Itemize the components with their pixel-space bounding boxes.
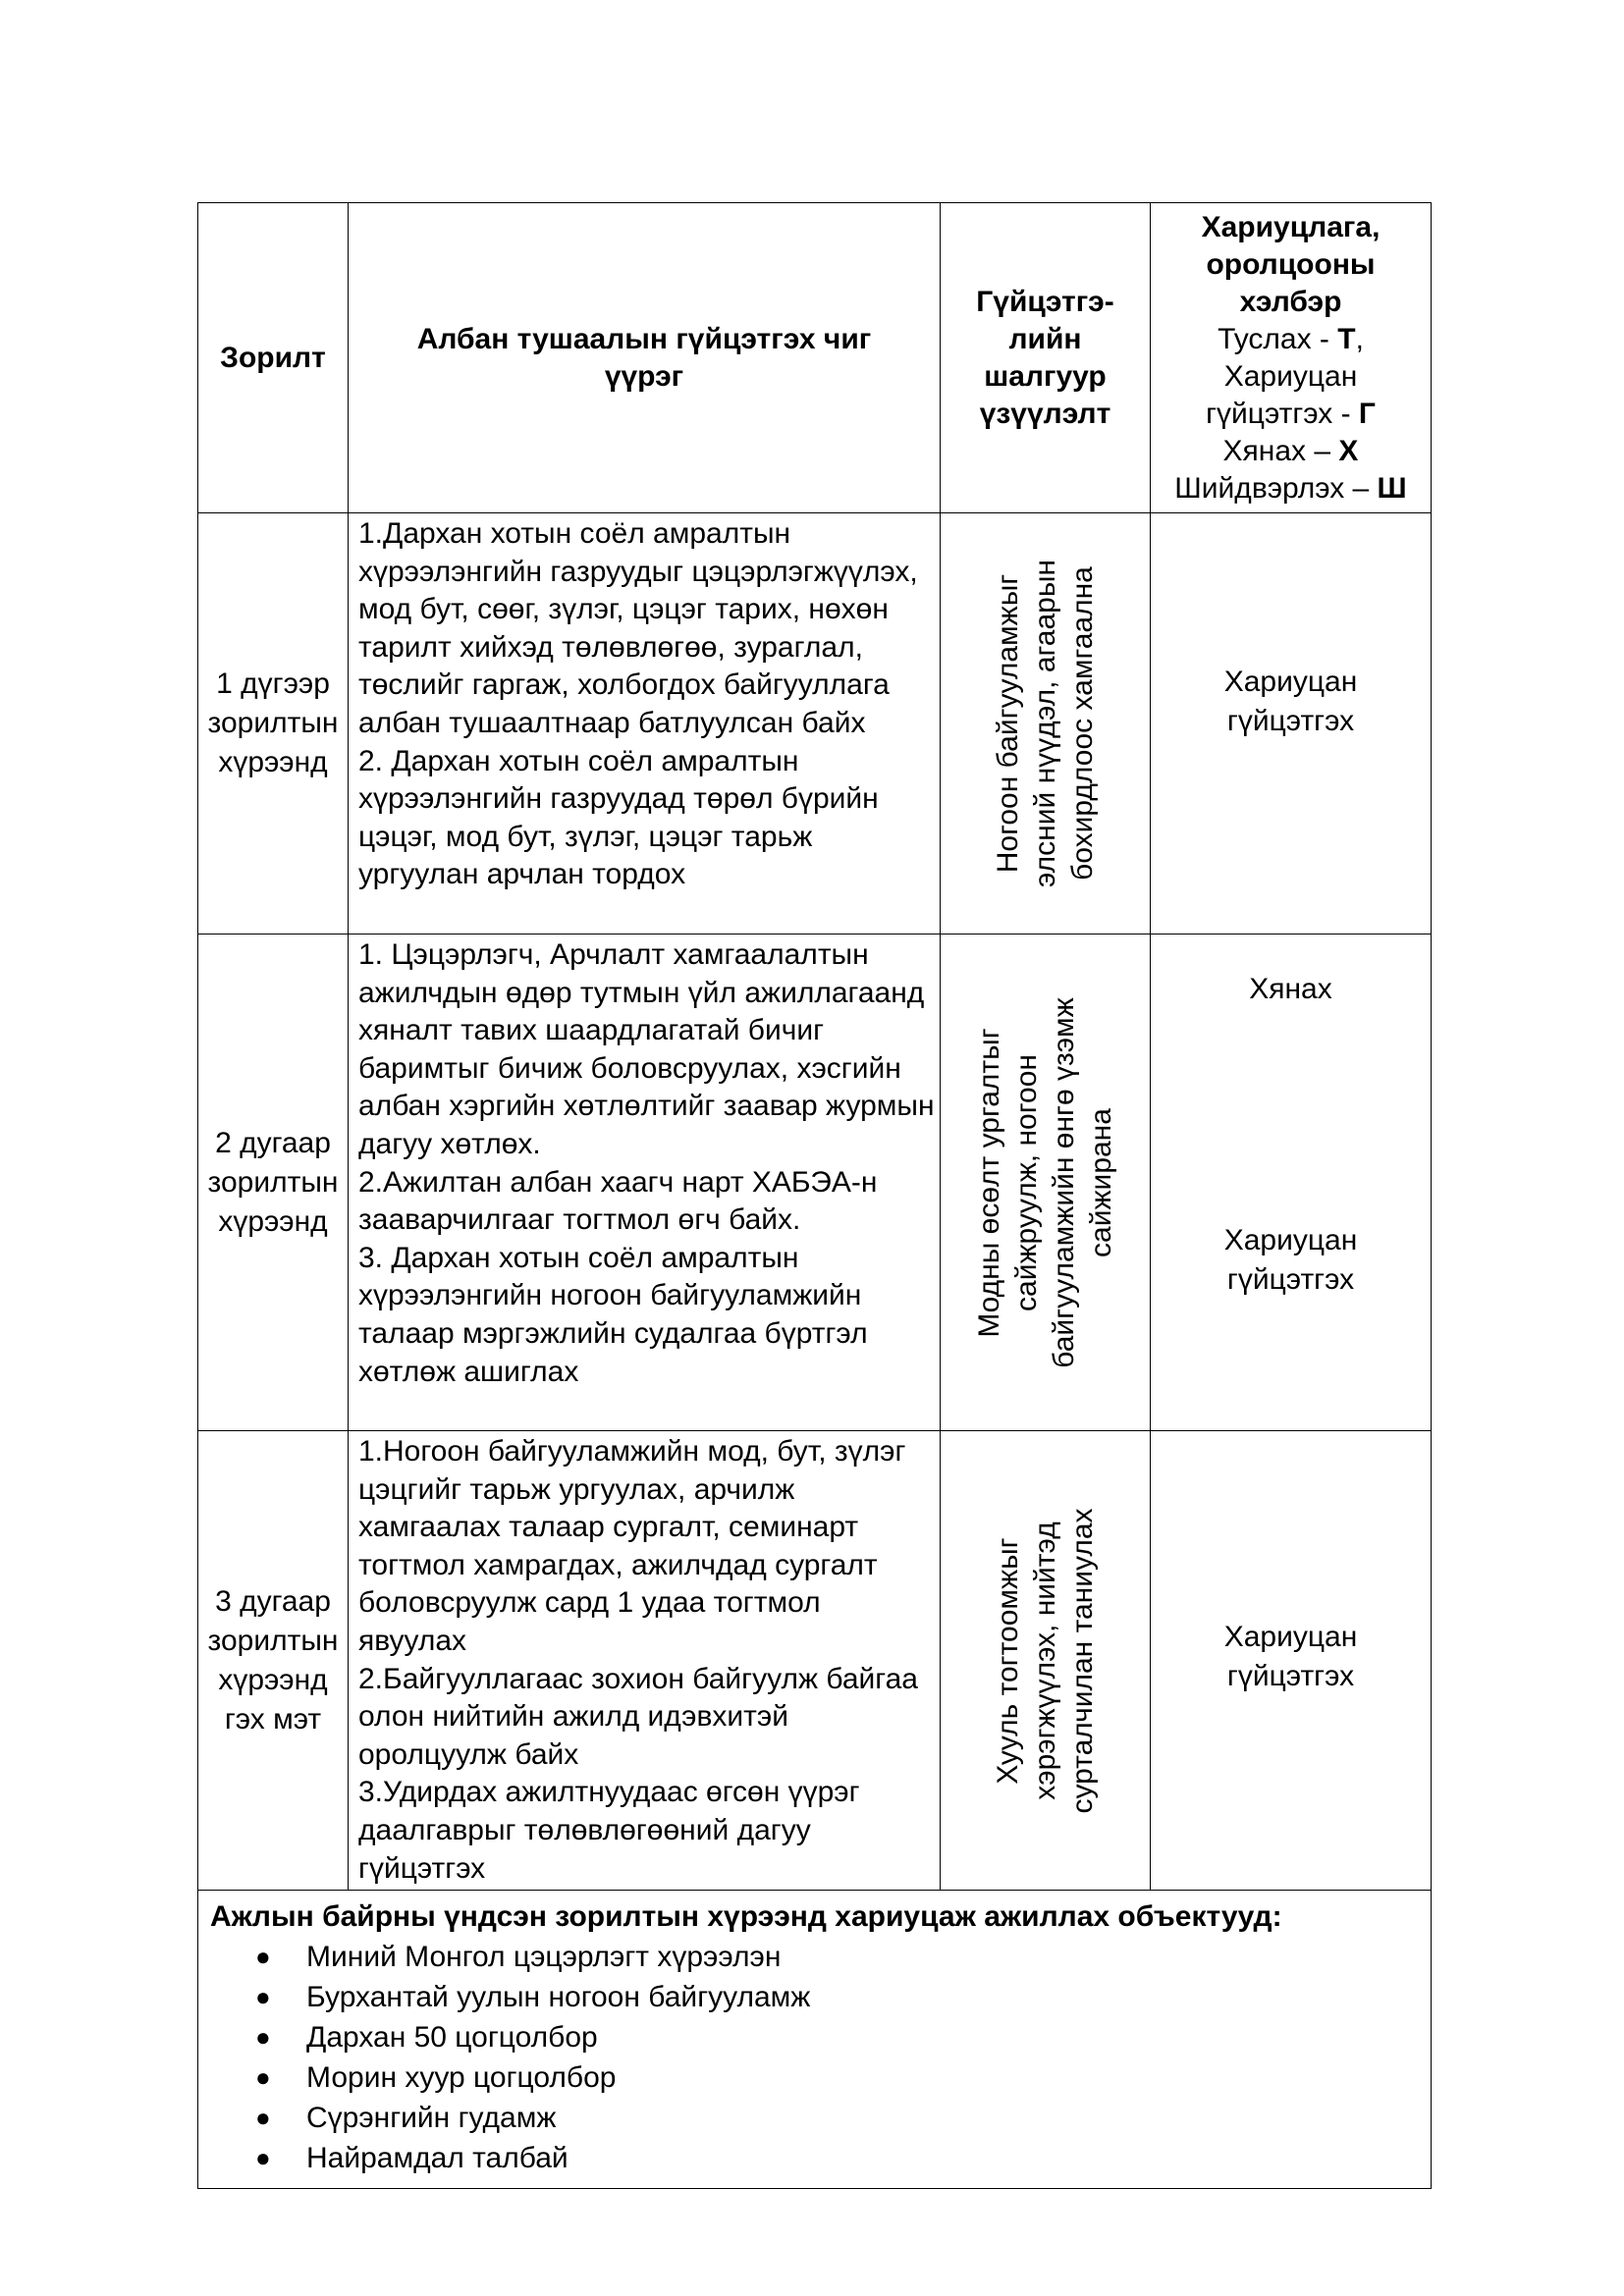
criteria-cell: [941, 513, 1151, 934]
bullet-icon: ●: [255, 2022, 271, 2052]
list-item: [255, 2057, 1421, 2098]
legend-decide-label: Шийдвэрлэх –: [1174, 471, 1378, 505]
goal-line: зорилтын: [207, 1624, 339, 1657]
legend-monitor-code: Х: [1338, 434, 1359, 467]
criteria-line: сайжруулж, ногоон: [1009, 1053, 1043, 1311]
goal-line: 1 дүгээр: [216, 667, 330, 700]
legend-help-label: Туслах -: [1218, 322, 1338, 355]
table-row: [198, 513, 1432, 934]
criteria-line: бохирдлоос хамгаална: [1065, 566, 1099, 881]
criteria-line: Хууль тогтоомжыг: [991, 1536, 1024, 1785]
legend-help-code: Т: [1337, 322, 1356, 355]
responsibility-cell: [1151, 513, 1432, 934]
object-name: Сүрэнгийн гудамж: [306, 2102, 557, 2134]
duties-cell: [349, 934, 941, 1431]
duty-item: 2. Дархан хотын соёл амралтын хүрээлэнгийн газруудад төрөл бүрийн цэцэг, мод бут, зүлэг, цэцэг тарьж ургуулан арчлан тордох: [358, 744, 879, 891]
criteria-line: элсний нүүдэл, агаарын: [1028, 560, 1061, 887]
goal-line: гэх мэт: [224, 1702, 322, 1735]
responsibility-value: Хариуцан гүйцэтгэх: [1223, 666, 1358, 737]
bullet-icon: ●: [255, 2103, 271, 2132]
header-goal: Зорилт: [220, 341, 326, 374]
responsibility-cell: [1151, 1431, 1432, 1891]
legend-exec-code: Г: [1358, 397, 1376, 430]
criteria-text: [990, 1508, 1102, 1813]
criteria-line: сайжирана: [1084, 1107, 1117, 1257]
duty-item: 3.Удирдах ажилтнуудаас өгсөн үүрэг даалгаврыг төлөвлөгөөний дагуу гүйцэтгэх: [358, 1776, 860, 1885]
legend-exec-label: Хариуцан гүйцэтгэх -: [1206, 359, 1359, 430]
header-duties: Албан тушаалын гүйцэтгэх чиг үүрэг: [416, 322, 872, 393]
criteria-line: Ногоон байгууламжыг: [991, 573, 1024, 874]
goal-cell: [198, 934, 349, 1431]
responsibility-cell: [1151, 934, 1432, 1431]
duty-item: 3. Дархан хотын соёл амралтын хүрээлэнгийн ногоон байгууламжийн талаар мэргэжлийн судалгаа бүртгэл хөтлөж ашиглах: [358, 1241, 868, 1388]
list-item: [255, 2017, 1421, 2057]
duties-cell: [349, 1431, 941, 1891]
objects-row: [198, 1891, 1432, 2189]
duties-cell: [349, 513, 941, 934]
goal-line: зорилтын: [207, 1165, 339, 1199]
bullet-icon: ●: [255, 2062, 271, 2092]
criteria-text: [971, 997, 1120, 1368]
criteria-text: [990, 560, 1102, 887]
list-item: [255, 2138, 1421, 2178]
bullet-icon: ●: [255, 1942, 271, 1971]
list-item: [255, 1937, 1421, 1977]
object-name: Миний Монгол цэцэрлэгт хүрээлэн: [306, 1941, 782, 1973]
duty-item: 2.Байгууллагаас зохион байгуулж байгаа олон нийтийн ажилд идэвхитэй оролцуулж байх: [358, 1662, 918, 1771]
table-row: [198, 934, 1432, 1431]
criteria-line: Модны өсөлт ургалтыг: [972, 1027, 1005, 1338]
goal-cell: [198, 1431, 349, 1891]
duty-item: 1. Цэцэрлэгч, Арчлалт хамгаалалтын ажилчдын өдөр тутмын үйл ажиллагаанд хяналт тавих шаардлагатай бичиг баримтыг бичиж боловсруулах, хэсгийн албан хэргийн хөтлөлтийг заавар журмын дагуу хөтлөх.: [358, 938, 935, 1160]
goal-line: зорилтын: [207, 707, 339, 739]
duty-item: 2.Ажилтан албан хаагч нарт ХАБЭА-н зааварчилгааг тогтмол өгч байх.: [358, 1165, 878, 1237]
responsibility-table: [197, 202, 1432, 2189]
object-name: Найрамдал талбай: [306, 2142, 568, 2174]
table-row: [198, 1431, 1432, 1891]
responsibility-value: Хянах: [1249, 973, 1332, 1005]
objects-list: [210, 1937, 1421, 2178]
objects-title: Ажлын байрны үндсэн зорилтын хүрээнд хариуцаж ажиллах объектууд:: [210, 1900, 1282, 1933]
goal-line: хүрээнд: [218, 746, 328, 778]
header-responsibility-title: Хариуцлага, оролцооны хэлбэр: [1201, 210, 1380, 318]
legend-decide-code: Ш: [1377, 471, 1407, 505]
header-criteria: Гүйцэтгэ-лийн шалгуур үзүүлэлт: [976, 285, 1114, 430]
bullet-icon: ●: [255, 2143, 271, 2172]
goal-cell: [198, 513, 349, 934]
legend-monitor-label: Хянах –: [1222, 434, 1339, 467]
list-item: [255, 2098, 1421, 2138]
criteria-line: байгууламжийн өнгө үзэмж: [1047, 996, 1080, 1368]
header-goal-cell: [198, 203, 349, 513]
duty-item: 1.Ногоон байгууламжийн мод, бут, зүлэг цэцгийг тарьж ургуулах, арчилж хамгаалах талаар сургалт, семинарт тогтмол хамрагдах, ажилчдад сургалт боловсруулж сард 1 удаа тогтмол явуулах: [358, 1435, 906, 1657]
goal-line: хүрээнд: [218, 1204, 328, 1238]
object-name: Бурхантай уулын ногоон байгууламж: [306, 1981, 811, 2013]
responsibility-value: Хариуцан гүйцэтгэх: [1223, 1621, 1358, 1692]
object-name: Морин хуур цогцолбор: [306, 2061, 617, 2094]
criteria-line: хэрэгжүүлэх, нийтэд: [1028, 1521, 1061, 1800]
goal-line: 2 дугаар: [215, 1126, 331, 1159]
header-row: [198, 203, 1432, 513]
goal-line: 3 дугаар: [215, 1584, 331, 1618]
objects-cell: [198, 1891, 1432, 2189]
duty-item: 1.Дархан хотын соёл амралтын хүрээлэнгийн газруудыг цэцэрлэгжүүлэх, мод бут, сөөг, зүлэг, цэцэг тарих, нөхөн тарилт хийхэд төлөвлөгөө, зураглал, төслийг гаргаж, холбогдох байгууллага албан тушаалтнаар батлуулсан байх: [358, 517, 918, 739]
responsibility-value: Хариуцан гүйцэтгэх: [1223, 1224, 1358, 1296]
criteria-cell: [941, 1431, 1151, 1891]
object-name: Дархан 50 цогцолбор: [306, 2021, 598, 2054]
header-responsibility-cell: Хариуцлага, оролцооны хэлбэр Туслах - Т, Хариуцан гүйцэтгэх - Г Хянах – Х Шийдвэрлэх – Ш: [1151, 203, 1432, 513]
bullet-icon: ●: [255, 1982, 271, 2011]
header-criteria-cell: [941, 203, 1151, 513]
goal-line: хүрээнд: [218, 1663, 328, 1696]
header-duties-cell: [349, 203, 941, 513]
criteria-line: сурталчилан таниулах: [1065, 1507, 1099, 1814]
list-item: [255, 1977, 1421, 2017]
criteria-cell: [941, 934, 1151, 1431]
